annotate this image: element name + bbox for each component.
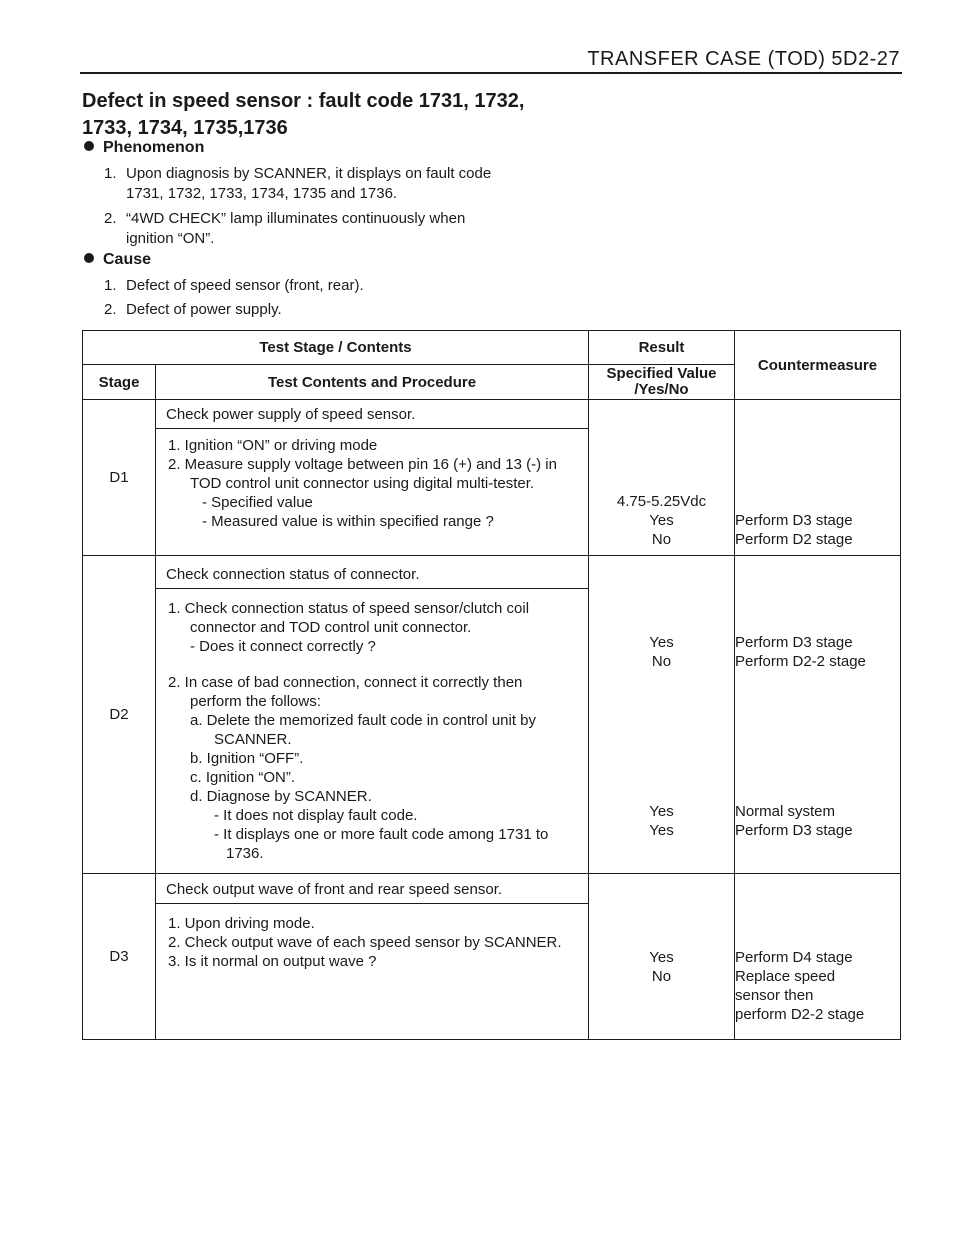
cause-item-1: 1. Defect of speed sensor (front, rear). — [104, 277, 364, 294]
phenomenon-item-1: 1. Upon diagnosis by SCANNER, it displays on fault code 1731, 1732, 1733, 1734, 1735 and 1736. — [104, 165, 492, 202]
section-title-line-1: Defect in speed sensor : fault code 1731, 1732, — [82, 90, 525, 112]
header-test-stage-contents: Test Stage / Contents — [83, 331, 589, 365]
header-countermeasure: Countermeasure — [735, 331, 901, 400]
stage-d3: D3 — [83, 874, 156, 1040]
bullet-icon — [84, 253, 94, 263]
section-title-line-2: 1733, 1734, 1735,1736 — [82, 117, 288, 139]
diagnosis-table — [82, 330, 901, 1040]
procedure-d2-title: Check connection status of connector. — [156, 556, 588, 589]
result-d3: Yes No — [589, 874, 735, 1040]
header-rule — [80, 72, 902, 74]
header-test-contents: Test Contents and Procedure — [156, 365, 589, 400]
header-specified-value: Specified Value /Yes/No — [589, 365, 735, 400]
result-d1: 4.75-5.25Vdc Yes No — [589, 400, 735, 556]
countermeasure-d2: Perform D3 stage Perform D2-2 stage Normal system Perform D3 stage — [735, 556, 901, 874]
phenomenon-item-2: 2. “4WD CHECK” lamp illuminates continuously when ignition “ON”. — [104, 210, 466, 247]
procedure-d3: Check output wave of front and rear speed sensor. 1. Upon driving mode. 2. Check output wave of each speed sensor by SCANNER. 3. Is it normal on output wave ? — [156, 874, 589, 1040]
countermeasure-d1: Perform D3 stage Perform D2 stage — [735, 400, 901, 556]
countermeasure-d3: Perform D4 stage Replace speed sensor then perform D2-2 stage — [735, 874, 901, 1040]
result-d2: Yes No Yes Yes — [589, 556, 735, 874]
stage-d1: D1 — [83, 400, 156, 556]
table-row-d1 — [83, 400, 901, 556]
table-row-d2 — [83, 556, 901, 874]
procedure-d3-title: Check output wave of front and rear speed sensor. — [156, 874, 588, 904]
procedure-d1: Check power supply of speed sensor. 1. Ignition “ON” or driving mode 2. Measure supply voltage between pin 16 (+) and 13 (-) in TOD control unit connector using digital multi-tester. - Specified value - Measured value is within specified range ? — [156, 400, 589, 556]
procedure-d1-title: Check power supply of speed sensor. — [156, 400, 588, 429]
page-header-title: TRANSFER CASE (TOD) 5D2-27 — [587, 48, 900, 70]
section-title — [82, 88, 542, 142]
cause-item-2: 2. Defect of power supply. — [104, 301, 282, 318]
cause-heading: Cause — [84, 251, 151, 269]
bullet-icon — [84, 141, 94, 151]
header-stage: Stage — [83, 365, 156, 400]
procedure-d2: Check connection status of connector. 1. Check connection status of speed sensor/clutch coil connector and TOD control unit connector. - Does it connect correctly ? 2. In case of bad connection, connect it correctly then perform the follows: a. Delete the memorized fault code in control unit by SCANNER. b. Ignition “OFF”. c. Ignition “ON”. d. Diagnose by SCANNER. - It does not display fault code. - It displays one or more fault code among 1731 to 1736. — [156, 556, 589, 874]
phenomenon-heading: Phenomenon — [84, 139, 204, 157]
stage-d2: D2 — [83, 556, 156, 874]
header-result: Result — [589, 331, 735, 365]
table-row-d3 — [83, 874, 901, 1040]
